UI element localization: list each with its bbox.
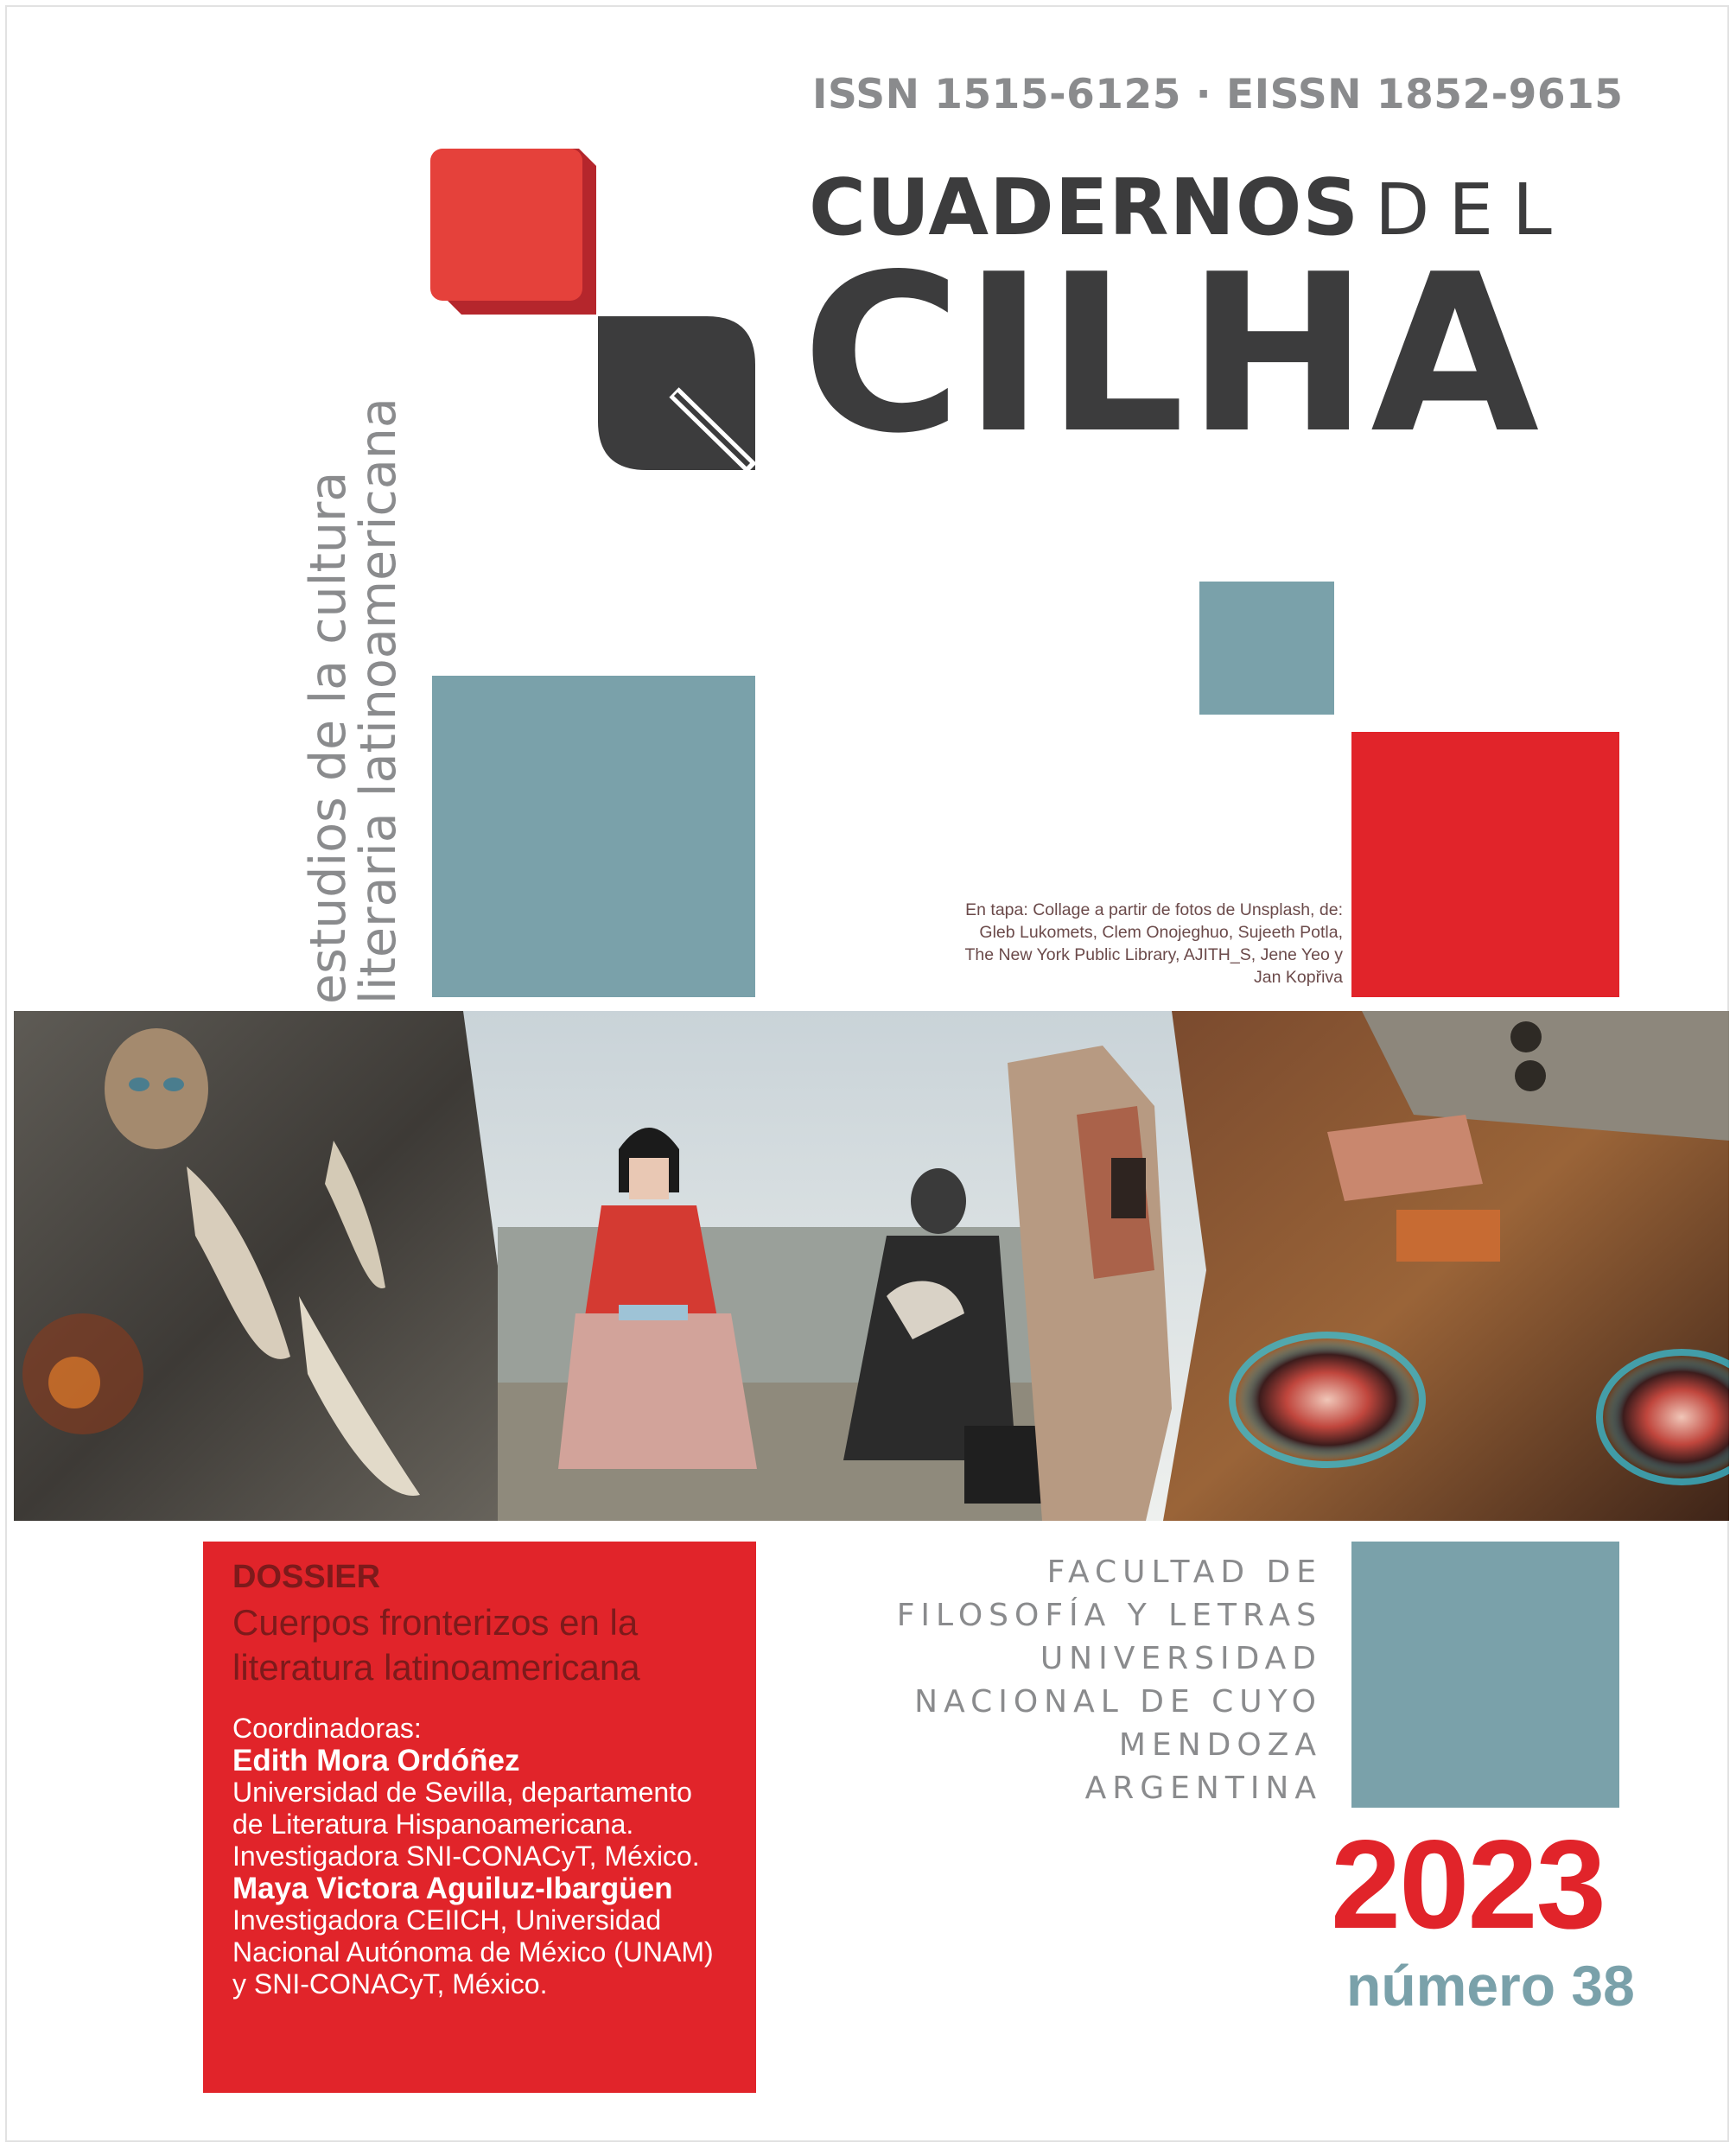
journal-title-main: CILHA	[802, 228, 1542, 481]
dossier-title-line: Cuerpos fronterizos en la	[232, 1602, 639, 1643]
credit-line: The New York Public Library, AJITH_S, Jene Yeo y	[964, 945, 1343, 964]
teal-square-small	[1199, 582, 1334, 715]
institution-line: MENDOZA	[1118, 1727, 1322, 1763]
coordinator-affiliation: y SNI-CONACyT, México.	[232, 1968, 548, 2000]
subtitle-line2: literaria latinoamericana	[350, 397, 407, 1004]
institution-line: UNIVERSIDAD	[1040, 1641, 1322, 1676]
issue-number: número 38	[1346, 1954, 1635, 2018]
dossier-label: DOSSIER	[232, 1559, 381, 1595]
subtitle-line1: estudios de la cultura	[300, 471, 357, 1004]
coordinator-affiliation: Nacional Autónoma de México (UNAM)	[232, 1936, 714, 1968]
institution-line: FACULTAD DE	[1046, 1555, 1322, 1590]
title-del: DEL	[1375, 169, 1571, 251]
coordinator-name: Maya Victora Aguiluz-Ibargüen	[232, 1872, 673, 1905]
journal-logo	[430, 149, 759, 486]
coordinator-affiliation: Investigadora CEIICH, Universidad	[232, 1904, 662, 1936]
cover-collage-image	[14, 1011, 1729, 1521]
dossier-title	[232, 1600, 756, 1690]
cover-credit	[859, 899, 1343, 989]
institution-line: FILOSOFÍA Y LETRAS	[896, 1598, 1322, 1633]
coordinator-name: Edith Mora Ordóñez	[232, 1744, 520, 1777]
coordinator-affiliation: de Literatura Hispanoamericana.	[232, 1809, 634, 1840]
issn-text: ISSN 1515-6125 · EISSN 1852-9615	[812, 71, 1624, 118]
coordinators-label: Coordinadoras:	[232, 1713, 422, 1744]
institution-line: NACIONAL DE CUYO	[914, 1684, 1322, 1720]
issue-year: 2023	[1331, 1814, 1605, 1955]
dossier-box	[203, 1542, 756, 2093]
red-square	[1351, 732, 1619, 997]
coordinator-affiliation: Investigadora SNI-CONACyT, México.	[232, 1841, 700, 1872]
coordinators-section	[232, 1713, 756, 2000]
teal-square-large	[432, 676, 755, 997]
credit-line: Gleb Lukomets, Clem Onojeghuo, Sujeeth Potla,	[979, 923, 1343, 942]
teal-square-bottom	[1351, 1542, 1619, 1808]
institution-line: ARGENTINA	[1084, 1771, 1322, 1806]
title-cuadernos: CUADERNOS	[809, 162, 1360, 253]
coordinator-affiliation: Universidad de Sevilla, departamento	[232, 1777, 692, 1808]
institution-text	[873, 1551, 1322, 1810]
credit-line: En tapa: Collage a partir de fotos de Unsplash, de:	[965, 900, 1343, 919]
credit-line: Jan Kopřiva	[1254, 968, 1343, 987]
logo-red-square	[430, 149, 582, 301]
dossier-title-line: literatura latinoamericana	[232, 1647, 640, 1688]
